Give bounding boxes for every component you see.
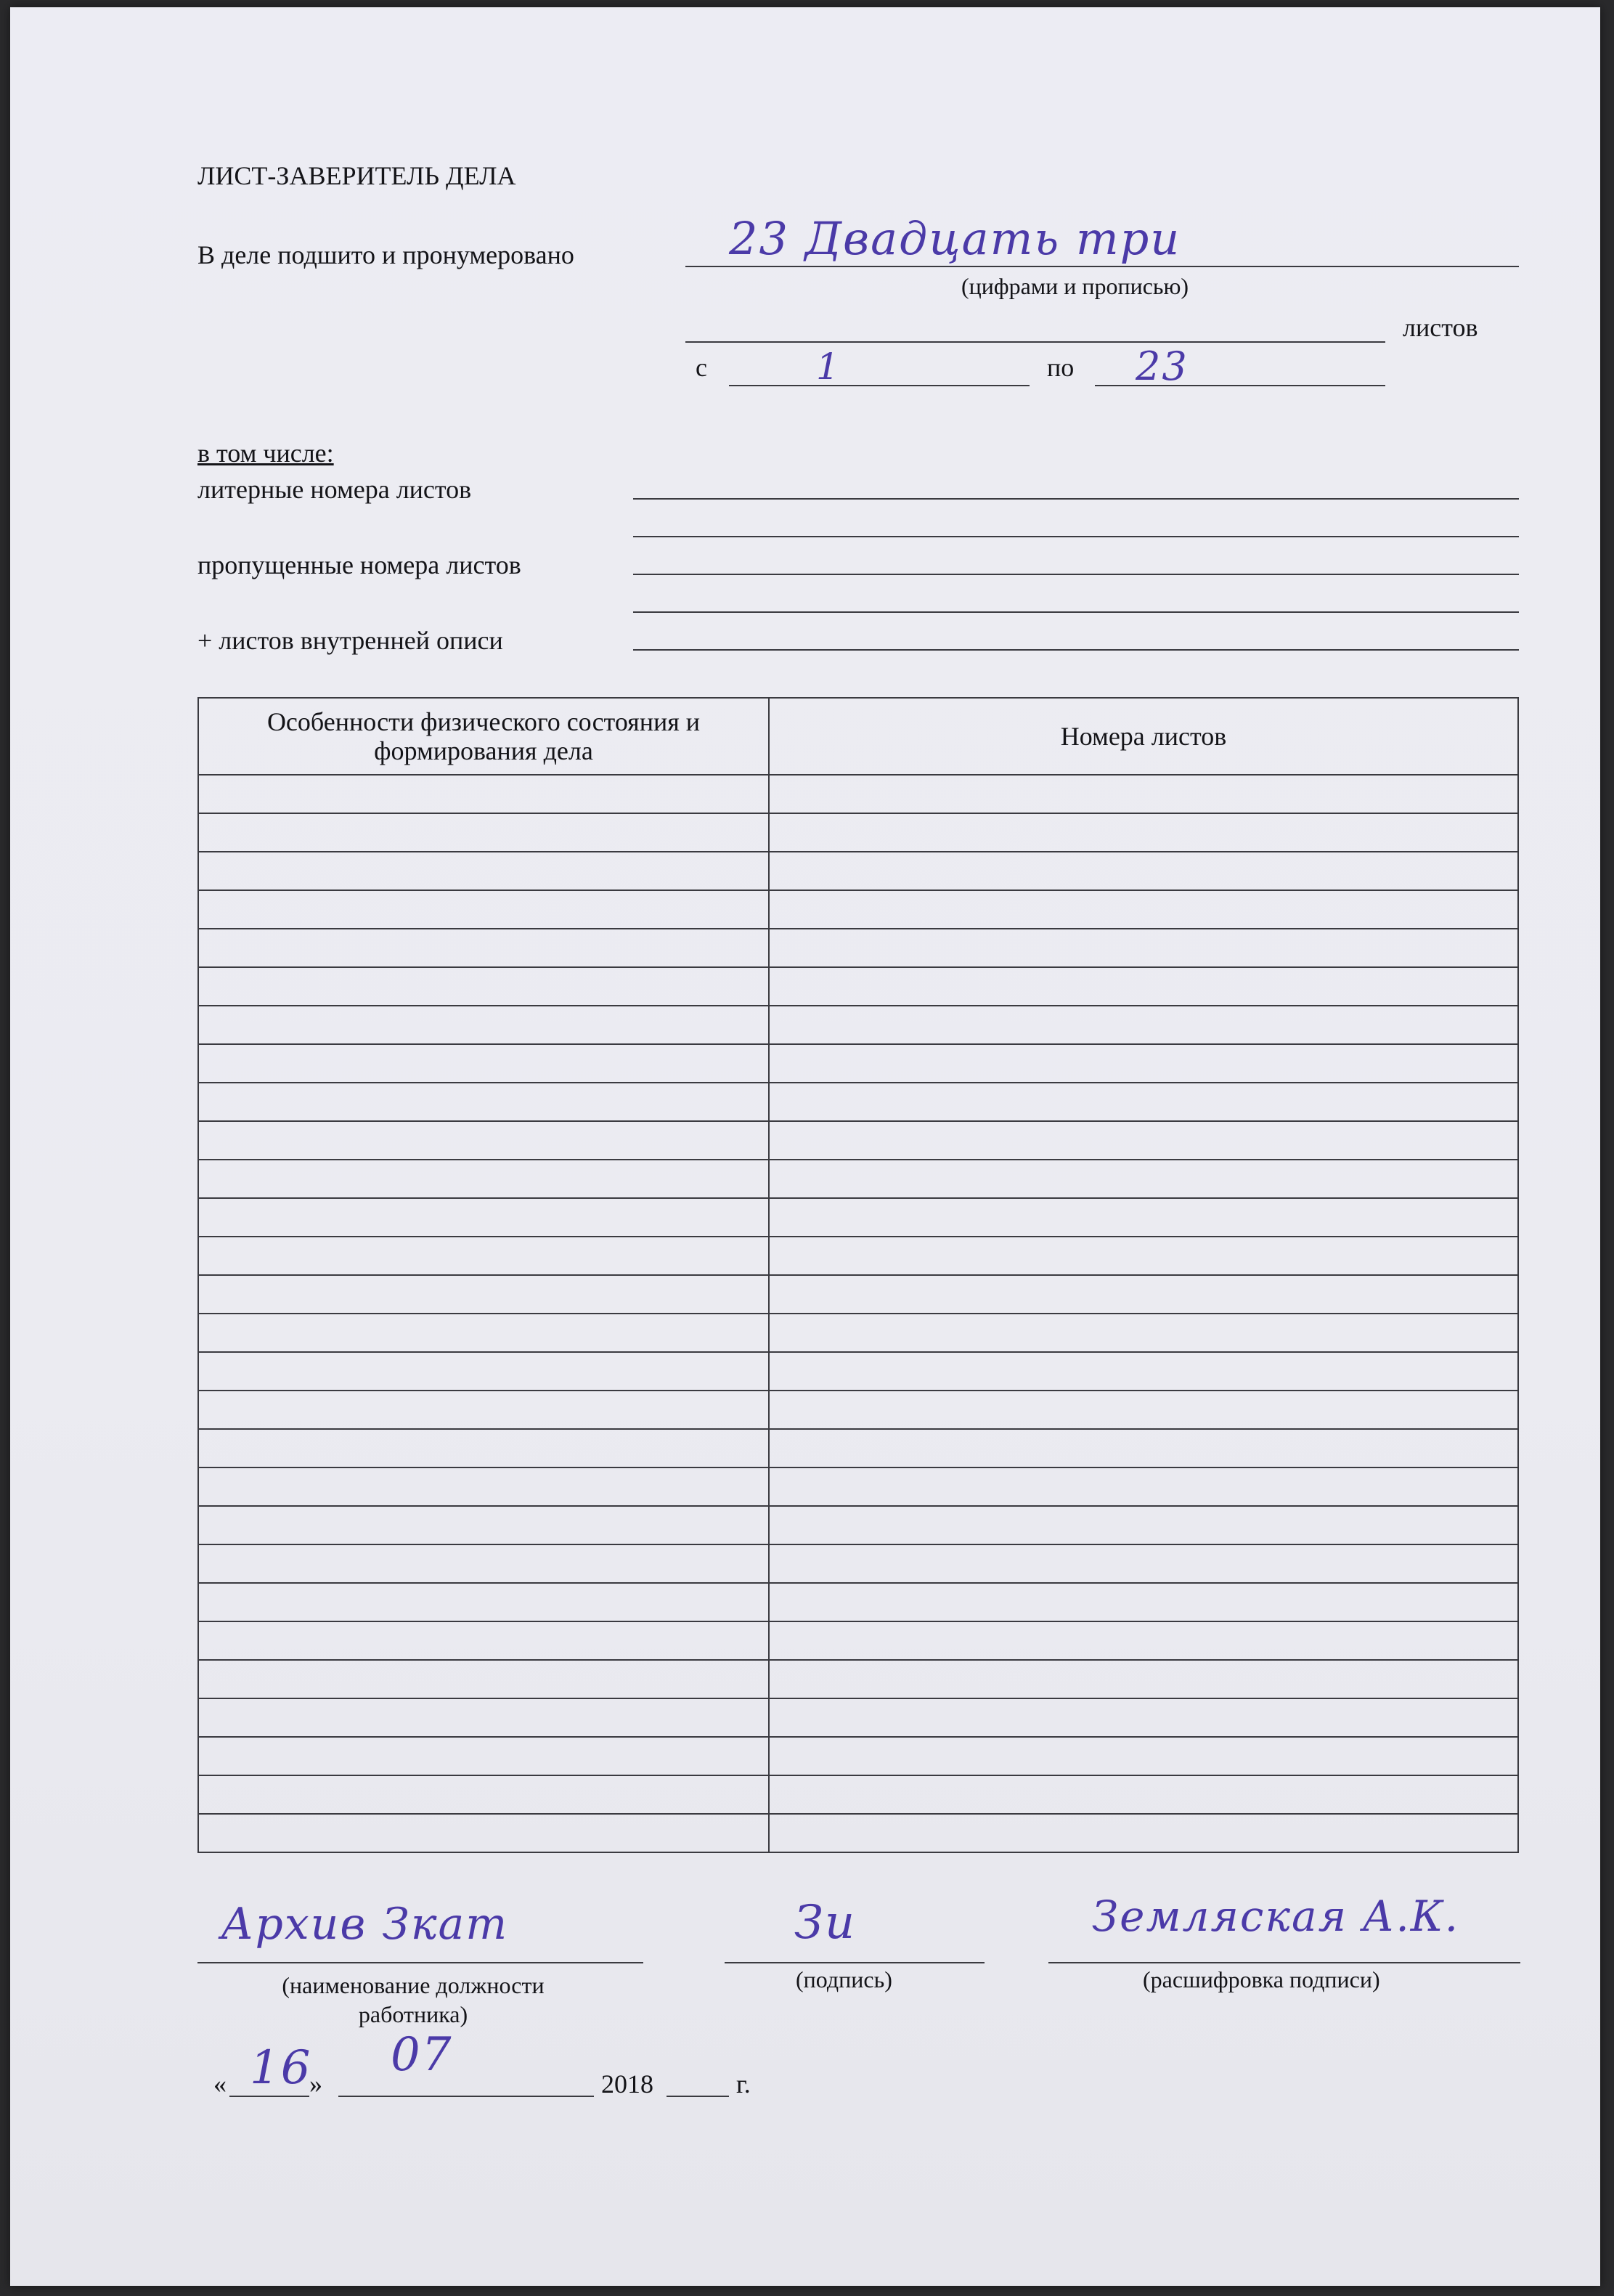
table-row xyxy=(199,1159,1517,1199)
including-label: в том числе: xyxy=(197,439,334,468)
table-row xyxy=(199,1813,1517,1853)
table-row xyxy=(199,1351,1517,1391)
table-row xyxy=(199,966,1517,1006)
date-suffix: г. xyxy=(736,2069,751,2098)
missing-numbers-line-2 xyxy=(633,611,1519,613)
date-year: 2018 xyxy=(601,2069,653,2098)
table-row xyxy=(199,1313,1517,1353)
letter-numbers-line xyxy=(633,498,1519,500)
name-handwritten: Земляская А.К. xyxy=(1092,1892,1460,1941)
table-row xyxy=(199,1544,1517,1584)
day-line xyxy=(229,2096,309,2097)
position-handwritten: Архив Зкат xyxy=(221,1899,509,1950)
to-label: по xyxy=(1047,353,1075,382)
signature-handwritten: Зи xyxy=(794,1896,857,1950)
sheets-word: листов xyxy=(1403,313,1478,342)
month-line xyxy=(338,2096,594,2097)
table-row xyxy=(199,1736,1517,1776)
table-row xyxy=(199,774,1517,814)
table-row xyxy=(199,1467,1517,1507)
missing-numbers-label: пропущенные номера листов xyxy=(197,550,521,579)
name-line xyxy=(1048,1962,1520,1963)
table-row xyxy=(199,1197,1517,1237)
count-line-2 xyxy=(685,341,1385,343)
condition-table xyxy=(197,697,1519,1853)
table-row xyxy=(199,1274,1517,1314)
table-row xyxy=(199,1005,1517,1045)
table-header-sheet-numbers: Номера листов xyxy=(1060,722,1227,751)
table-header-condition: Особенности физического состояния и формирования дела xyxy=(266,707,701,765)
year-tail-line xyxy=(667,2096,729,2097)
table-row xyxy=(199,1428,1517,1468)
document-page xyxy=(10,7,1600,2286)
from-label: с xyxy=(696,353,707,382)
table-row xyxy=(199,1698,1517,1738)
table-row xyxy=(199,1390,1517,1430)
letter-numbers-label: литерные номера листов xyxy=(197,475,472,504)
name-hint: (расшифровка подписи) xyxy=(1143,1966,1380,1992)
date-close-quote: » xyxy=(309,2069,322,2098)
table-row xyxy=(199,1659,1517,1699)
inner-inventory-label: + листов внутренней описи xyxy=(197,626,503,655)
count-handwritten: 23 Двадцать три xyxy=(729,212,1181,265)
to-value: 23 xyxy=(1136,343,1189,389)
document-title: ЛИСТ-ЗАВЕРИТЕЛЬ ДЕЛА xyxy=(197,161,516,190)
table-row xyxy=(199,1236,1517,1276)
table-row xyxy=(199,1775,1517,1815)
date-day: 16 xyxy=(250,2041,312,2095)
table-row xyxy=(199,1120,1517,1160)
table-row xyxy=(199,890,1517,929)
table-row xyxy=(199,851,1517,891)
from-value: 1 xyxy=(816,346,841,388)
stitched-label: В деле подшито и пронумеровано xyxy=(197,240,574,269)
position-hint: (наименование должности работника) xyxy=(282,1972,545,2027)
position-line xyxy=(197,1962,643,1963)
missing-numbers-line xyxy=(633,574,1519,575)
table-row xyxy=(199,1043,1517,1083)
count-hint: (цифрами и прописью) xyxy=(961,273,1189,299)
date-open-quote: « xyxy=(213,2069,227,2098)
table-row xyxy=(199,813,1517,852)
letter-numbers-line-2 xyxy=(633,536,1519,537)
signature-hint: (подпись) xyxy=(796,1966,892,1992)
from-line xyxy=(729,385,1030,386)
table-row xyxy=(199,1621,1517,1661)
table-row xyxy=(199,928,1517,968)
signature-line xyxy=(725,1962,985,1963)
inner-inventory-line xyxy=(633,649,1519,651)
count-line xyxy=(685,266,1519,267)
table-row xyxy=(199,1505,1517,1545)
date-month: 07 xyxy=(391,2028,453,2082)
table-row xyxy=(199,1582,1517,1622)
table-row xyxy=(199,1082,1517,1122)
